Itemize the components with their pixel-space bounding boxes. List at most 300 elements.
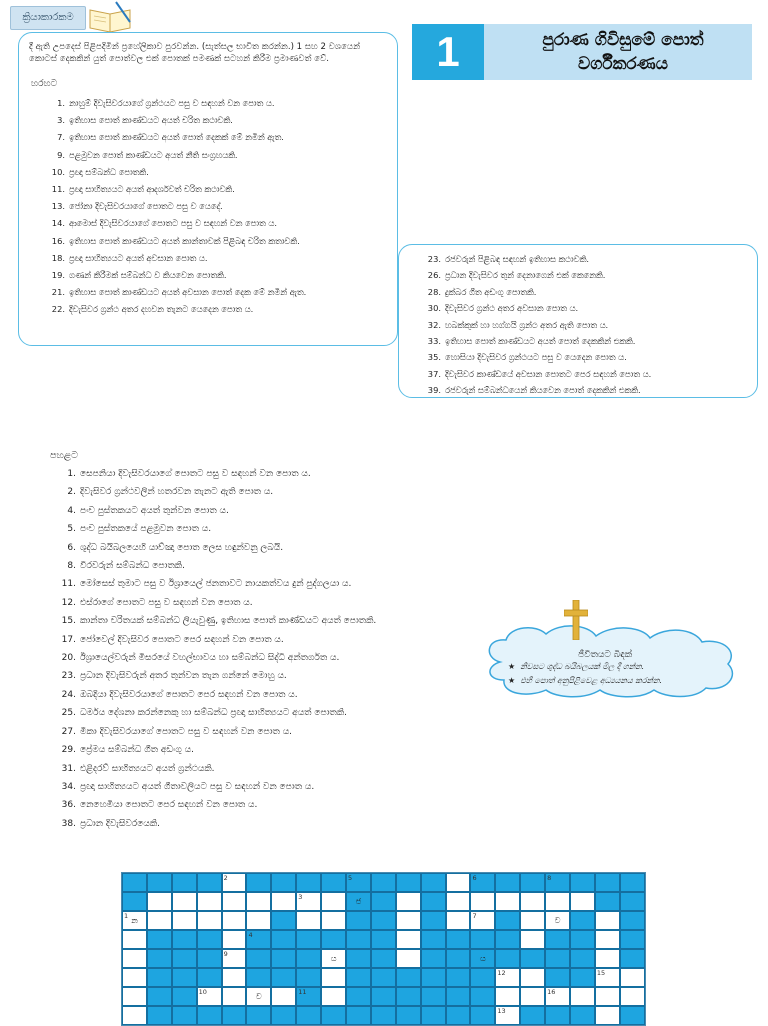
crossword-block bbox=[346, 1006, 371, 1025]
clue-text: ඉතිහාස පොත් කාණ්ඩයට අයත් පොත් දෙකක් මේ නමින් ඇත. bbox=[69, 132, 284, 143]
crossword-cell[interactable] bbox=[271, 892, 296, 911]
clue-number: 35. bbox=[427, 352, 441, 363]
crossword-cell[interactable] bbox=[122, 911, 147, 930]
crossword-block bbox=[620, 892, 645, 911]
crossword-block bbox=[520, 949, 545, 968]
crossword-block bbox=[495, 930, 520, 949]
crossword-block bbox=[147, 930, 172, 949]
crossword-block bbox=[520, 1006, 545, 1025]
clue-text: හබක්කුක් හා හග්ගයි ග්‍රන්ථ අතර ඇති පොත ය. bbox=[445, 319, 609, 330]
clue-text: ඉතිහාස පොත් කාණ්ඩයට අයත් චරිත කථාවකි. bbox=[69, 115, 233, 126]
crossword-block bbox=[421, 892, 446, 911]
clue-number: 26. bbox=[427, 270, 441, 281]
down-clue bbox=[40, 796, 460, 814]
clue-text: නාහුම් දිවැසිවරයාගේ ග්‍රන්ථයට පසු ව සඳහන් වන පොත ය. bbox=[69, 98, 275, 108]
down-clue bbox=[40, 649, 460, 667]
crossword-block bbox=[296, 987, 321, 1006]
crossword-cell[interactable] bbox=[222, 930, 247, 949]
crossword-cell[interactable] bbox=[470, 892, 495, 911]
crossword-block bbox=[172, 873, 197, 892]
clue-text: පංච පුස්තකයේ පළමුවන පොත ය. bbox=[80, 524, 212, 535]
down-clue bbox=[40, 667, 460, 685]
clue-number: 7. bbox=[57, 132, 65, 143]
clue-number: 1. bbox=[57, 98, 65, 108]
clue-text: ධර්මය දේශනා කරන්නෙකු හා සම්බන්ධ ප්‍රඥා සාහිත්‍යයට අයත් පොතකි. bbox=[80, 708, 348, 719]
crossword-cell[interactable] bbox=[321, 892, 346, 911]
clue-number: 18. bbox=[51, 252, 65, 263]
crossword-block bbox=[246, 949, 271, 968]
down-clue bbox=[40, 704, 460, 722]
clue-number: 33. bbox=[427, 336, 441, 347]
crossword-block bbox=[346, 911, 371, 930]
clue-text: ප්‍රධාන දිවැසිවරයෙකි. bbox=[80, 818, 161, 829]
clue-text: ආමොස් දිවැසිවරයාගේ පොතට පසු ව සඳහන් වන පොත ය. bbox=[69, 218, 277, 229]
down-clue bbox=[40, 686, 460, 704]
life-tip-cloud bbox=[480, 618, 742, 700]
down-clue bbox=[40, 612, 460, 630]
crossword-cell[interactable] bbox=[122, 987, 147, 1006]
crossword-cell[interactable] bbox=[520, 930, 545, 949]
down-clue bbox=[40, 778, 460, 796]
crossword-block bbox=[346, 987, 371, 1006]
clue-number: 29. bbox=[61, 745, 76, 756]
clue-text: ප්‍රේමය සම්බන්ධ ගීත අඩංගු ය. bbox=[80, 745, 194, 756]
crossword-block bbox=[122, 873, 147, 892]
down-clue-list bbox=[40, 465, 460, 833]
clue-text: මීකා දිවැසිවරයාගේ පොතට පසු ව සඳහන් වන පොත ය. bbox=[80, 726, 293, 737]
crossword-cell[interactable] bbox=[321, 968, 346, 987]
clue-number: 10. bbox=[51, 166, 65, 177]
across-clue bbox=[19, 233, 397, 250]
crossword-cell[interactable] bbox=[172, 892, 197, 911]
crossword-cell[interactable] bbox=[520, 911, 545, 930]
down-clue bbox=[40, 815, 460, 833]
crossword-cell[interactable] bbox=[122, 949, 147, 968]
crossword-cell[interactable] bbox=[396, 911, 421, 930]
cell-number: 2 bbox=[223, 874, 228, 882]
clue-number: 12. bbox=[61, 597, 76, 608]
crossword-cell[interactable] bbox=[595, 968, 620, 987]
crossword-block bbox=[520, 873, 545, 892]
crossword-block bbox=[296, 949, 321, 968]
crossword-cell[interactable] bbox=[446, 911, 471, 930]
clue-text: ඉතිහාස පොත් කාණ්ඩයට අයත් පොත් දෙකකින් එකකි. bbox=[445, 336, 636, 347]
crossword-block bbox=[222, 1006, 247, 1025]
clue-text: ප්‍රඥා සාහිත්‍යයට අයත් ගීතාවලියට පසු ව සඳහන් වන පොත ය. bbox=[80, 781, 315, 792]
across-clue bbox=[399, 267, 757, 283]
clue-number: 23. bbox=[61, 671, 76, 682]
crossword-cell[interactable] bbox=[595, 911, 620, 930]
crossword-block bbox=[470, 949, 495, 968]
clue-text: රජවරුන් පිළිබඳ සඳහන් ඉතිහාස කථාවකි. bbox=[445, 254, 589, 264]
crossword-cell[interactable] bbox=[495, 892, 520, 911]
clue-text: ප්‍රඥා සාහිත්‍යයට අයත් ආදර්ශවත් චරිත කථාවකි. bbox=[69, 184, 235, 195]
clue-text: නෙහෙමියා පොතට පෙර සඳහන් වන පොත ය. bbox=[80, 800, 258, 811]
cell-number: 11 bbox=[298, 988, 307, 996]
clue-text: රජවරුන් සම්බන්ධයෙන් කියවෙන පොත් දෙකකින් එකකි. bbox=[445, 385, 641, 396]
down-clue bbox=[40, 575, 460, 593]
clue-text: ඉතිහාස පොත් කාණ්ඩයට අයත් කාන්තාවක් පිළිබඳ චරිත කතාවකි. bbox=[69, 235, 300, 246]
crossword-cell[interactable] bbox=[495, 987, 520, 1006]
crossword-cell[interactable] bbox=[246, 892, 271, 911]
activity-tag: ක්‍රියාකාරකම bbox=[10, 6, 86, 30]
crossword-block bbox=[545, 1006, 570, 1025]
cell-number: 9 bbox=[223, 950, 228, 958]
clue-number: 17. bbox=[61, 634, 76, 645]
across-clues-panel bbox=[18, 32, 398, 346]
crossword-cell[interactable] bbox=[570, 892, 595, 911]
down-clue bbox=[40, 539, 460, 557]
clue-number: 14. bbox=[51, 218, 65, 229]
crossword-block bbox=[470, 873, 495, 892]
crossword-block bbox=[172, 987, 197, 1006]
crossword-block bbox=[371, 987, 396, 1006]
life-tip-text: නිවසට ශුද්ධ බයිබලයක් මිල දී ගන්න. bbox=[520, 662, 645, 671]
crossword-block bbox=[396, 987, 421, 1006]
crossword-cell[interactable] bbox=[246, 911, 271, 930]
cell-number: 13 bbox=[497, 1007, 506, 1015]
crossword-block bbox=[421, 911, 446, 930]
crossword-cell[interactable] bbox=[495, 968, 520, 987]
crossword-block bbox=[595, 873, 620, 892]
crossword-block bbox=[446, 1006, 471, 1025]
clue-text: දිවැසිවර ග්‍රන්ථ අතර දහවන තැනට යෙදෙන පොත ය. bbox=[69, 304, 254, 315]
crossword-block bbox=[296, 930, 321, 949]
crossword-block bbox=[371, 930, 396, 949]
down-clue bbox=[40, 502, 460, 520]
clue-text: දුක්බර ගීත අඩංගු පොතකි. bbox=[445, 286, 537, 297]
crossword-block bbox=[446, 949, 471, 968]
crossword-block bbox=[371, 1006, 396, 1025]
crossword-cell[interactable] bbox=[595, 987, 620, 1006]
crossword-block bbox=[545, 873, 570, 892]
cell-number: 1 bbox=[124, 912, 129, 920]
crossword-cell[interactable] bbox=[446, 873, 471, 892]
across-clue bbox=[19, 129, 397, 146]
down-clue bbox=[40, 723, 460, 741]
crossword-block bbox=[172, 1006, 197, 1025]
crossword-cell[interactable] bbox=[396, 892, 421, 911]
clue-text: දිවැසිවර ග්‍රන්ථ අතර අවසාන පොත ය. bbox=[445, 303, 579, 314]
clue-text: සෙපනියා දිවැසිවරයාගේ පොතට පසු ව සඳහන් වන පොත ය. bbox=[80, 469, 311, 479]
clue-number: 27. bbox=[61, 726, 76, 737]
crossword-block bbox=[421, 930, 446, 949]
crossword-cell[interactable] bbox=[321, 911, 346, 930]
crossword-cell[interactable] bbox=[545, 911, 570, 930]
instructions: දී ඇති උපදෙස් පිළිපදිමින් ප්‍රහේලිකාව පුරවන්න. (සැත්සල භාවිත කරන්න.) 1 සහ 2 වශයෙන් කොටස් දෙකකින් යුත් පොත්වල එක් පොතක් පමණක් සටහන් කිරීම ප්‍රමාණවත් වේ. bbox=[29, 42, 361, 64]
across-heading: හරහට bbox=[31, 79, 58, 89]
crossword-block bbox=[470, 987, 495, 1006]
clue-text: ප්‍රඥා සාහිත්‍යයට අයත් අවසාන පොත ය. bbox=[69, 252, 208, 263]
crossword-cell[interactable] bbox=[396, 949, 421, 968]
crossword-block bbox=[495, 949, 520, 968]
across-clue bbox=[19, 181, 397, 198]
clue-number: 15. bbox=[61, 616, 76, 627]
crossword-block bbox=[620, 930, 645, 949]
across-clue bbox=[399, 366, 757, 382]
crossword-block bbox=[570, 1006, 595, 1025]
clue-number: 19. bbox=[51, 270, 65, 281]
crossword-cell[interactable] bbox=[296, 911, 321, 930]
crossword-cell[interactable] bbox=[495, 1006, 520, 1025]
crossword-block bbox=[271, 968, 296, 987]
crossword-block bbox=[470, 968, 495, 987]
life-tip-heading: ජීවිතයට බිඳක් bbox=[578, 650, 633, 660]
crossword-block bbox=[371, 873, 396, 892]
crossword-cell[interactable] bbox=[446, 892, 471, 911]
crossword-block bbox=[172, 930, 197, 949]
clue-number: 28. bbox=[427, 286, 441, 297]
crossword-cell[interactable] bbox=[545, 892, 570, 911]
clue-number: 16. bbox=[51, 235, 65, 246]
crossword-cell[interactable] bbox=[197, 987, 222, 1006]
clue-text: ඔබදියා දිවැසිවරයාගේ පොතට පෙර සඳහන් වන පොත ය. bbox=[80, 689, 298, 700]
clue-text: දිවැසිවර ග්‍රන්ථවලින් හතරවන තැනට ඇති පොත ය. bbox=[80, 487, 274, 498]
crossword-cell[interactable] bbox=[620, 968, 645, 987]
crossword-block bbox=[620, 911, 645, 930]
crossword-block bbox=[271, 873, 296, 892]
crossword-cell[interactable] bbox=[595, 930, 620, 949]
clue-number: 21. bbox=[51, 287, 65, 298]
clue-text: කාන්තා චරිතයක් සම්බන්ධ ලියැවුණු, ඉතිහාස පොත් කාණ්ඩයට අයත් පොතකි. bbox=[80, 616, 377, 627]
crossword-cell[interactable] bbox=[595, 949, 620, 968]
crossword-block bbox=[421, 968, 446, 987]
across-clue bbox=[399, 284, 757, 300]
cell-number: 5 bbox=[348, 874, 353, 882]
crossword-block bbox=[296, 968, 321, 987]
crossword-block bbox=[396, 873, 421, 892]
clue-text: ඊශ්‍රායෙල්වරුන් මිසරයේ වහල්භාවය හා සම්බන්ධ සිද්ධි අන්තර්ගත ය. bbox=[80, 653, 340, 664]
clue-number: 34. bbox=[61, 781, 76, 792]
cell-number: 7 bbox=[472, 912, 477, 920]
crossword-block bbox=[620, 873, 645, 892]
clue-number: 31. bbox=[61, 763, 76, 774]
down-clue bbox=[40, 594, 460, 612]
life-tip-item: ★ නිවසට ශුද්ධ බයිබලයක් මිල දී ගන්න. bbox=[508, 662, 645, 671]
crossword-block bbox=[545, 949, 570, 968]
cell-number: 15 bbox=[596, 969, 606, 977]
across-clue bbox=[399, 317, 757, 333]
down-clue bbox=[40, 631, 460, 649]
crossword-block bbox=[172, 968, 197, 987]
clue-number: 8. bbox=[67, 561, 76, 572]
clue-number: 38. bbox=[61, 818, 76, 829]
across-clue bbox=[399, 382, 757, 398]
clue-number: 39. bbox=[427, 385, 441, 396]
crossword-cell[interactable] bbox=[321, 987, 346, 1006]
crossword-block bbox=[570, 949, 595, 968]
cell-number: 16 bbox=[547, 988, 556, 996]
crossword-block bbox=[495, 873, 520, 892]
crossword-block bbox=[570, 911, 595, 930]
clue-number: 36. bbox=[61, 800, 76, 811]
down-clue bbox=[40, 520, 460, 538]
clue-text: ගණන් කිරීමක් සම්බන්ධ ව කියවෙන පොතකි. bbox=[69, 270, 227, 281]
down-clue bbox=[40, 760, 460, 778]
clue-text: එස්රාගේ පොතට පසු ව සඳහන් වන පොත ය. bbox=[80, 597, 253, 608]
clue-text: මෝසෙස් තුමාට පසු ව ඊශ්‍රායෙල් ජනතාවට නායකත්වය දුන් පුද්ගලයා ය. bbox=[80, 579, 352, 590]
crossword-block bbox=[147, 1006, 172, 1025]
clue-text: ජෝනා දිවැසිවරයාගේ පොතට පසු ව යෙදේ. bbox=[69, 201, 223, 212]
crossword-cell[interactable] bbox=[520, 892, 545, 911]
across-clue bbox=[399, 300, 757, 316]
cell-number: 3 bbox=[298, 893, 303, 901]
crossword-block bbox=[122, 892, 147, 911]
crossword-block bbox=[396, 968, 421, 987]
crossword-cell[interactable] bbox=[222, 968, 247, 987]
crossword-block bbox=[371, 949, 396, 968]
clue-number: 20. bbox=[61, 653, 76, 664]
clue-text: එළිදරව් සාහිත්‍යයට අයත් ග්‍රන්ථයකි. bbox=[80, 763, 215, 774]
crossword-block bbox=[421, 873, 446, 892]
crossword-cell[interactable] bbox=[321, 949, 346, 968]
crossword-block bbox=[470, 930, 495, 949]
crossword-block bbox=[197, 873, 222, 892]
clue-number: 30. bbox=[427, 303, 441, 314]
crossword-block bbox=[371, 892, 396, 911]
crossword-block bbox=[620, 949, 645, 968]
clue-number: 2. bbox=[67, 487, 76, 498]
crossword-cell[interactable] bbox=[172, 911, 197, 930]
crossword-block bbox=[271, 930, 296, 949]
crossword-block bbox=[421, 1006, 446, 1025]
life-tip-item: ★ එහි පොත් අනුපිළිවෙළ අධ්‍යයනය කරන්න. bbox=[508, 676, 663, 685]
crossword-block bbox=[271, 911, 296, 930]
cell-letter: ව bbox=[256, 992, 262, 1001]
clue-number: 11. bbox=[61, 579, 76, 590]
crossword-cell[interactable] bbox=[222, 911, 247, 930]
crossword-grid bbox=[121, 872, 646, 1026]
clue-text: ජෝවෙල් දිවැසිවර පොතට පෙර සඳහන් වන පොත ය. bbox=[80, 634, 284, 645]
crossword-block bbox=[570, 873, 595, 892]
clue-text: හොසියා දිවැසිවර ග්‍රන්ථයට පසු ව යෙදෙන පොත ය. bbox=[445, 352, 627, 363]
crossword-block bbox=[321, 930, 346, 949]
crossword-block bbox=[446, 968, 471, 987]
crossword-cell[interactable] bbox=[296, 892, 321, 911]
crossword-block bbox=[346, 949, 371, 968]
cell-number: 10 bbox=[198, 988, 207, 996]
across-clue bbox=[19, 301, 397, 318]
crossword-cell[interactable] bbox=[545, 987, 570, 1006]
crossword-cell[interactable] bbox=[122, 1006, 147, 1025]
clue-text: ප්‍රධාන දිවැසිවර තුන් දෙනාගෙන් එක් කෙනෙකි. bbox=[445, 270, 606, 281]
clue-text: ප්‍රධාන දිවැසිවරුන් අතර තුන්වන තැන ගන්නේ මොහු ය. bbox=[80, 671, 287, 682]
across-clue bbox=[19, 284, 397, 301]
crossword-block bbox=[620, 1006, 645, 1025]
cell-letter: ය bbox=[330, 954, 337, 963]
crossword-block bbox=[321, 1006, 346, 1025]
clue-number: 3. bbox=[57, 115, 65, 126]
across-clue bbox=[19, 250, 397, 267]
crossword-block bbox=[246, 968, 271, 987]
clue-number: 11. bbox=[51, 184, 65, 195]
across-clue bbox=[19, 147, 397, 164]
cell-number: 6 bbox=[472, 874, 477, 882]
crossword-cell[interactable] bbox=[147, 911, 172, 930]
crossword-cell[interactable] bbox=[620, 987, 645, 1006]
cell-number: 12 bbox=[497, 969, 506, 977]
crossword-block bbox=[296, 1006, 321, 1025]
crossword-block bbox=[495, 911, 520, 930]
crossword-cell[interactable] bbox=[470, 911, 495, 930]
crossword-cell[interactable] bbox=[197, 911, 222, 930]
crossword-cell[interactable] bbox=[222, 892, 247, 911]
clue-number: 13. bbox=[51, 201, 65, 212]
crossword-block bbox=[545, 968, 570, 987]
across-clue bbox=[19, 95, 397, 112]
clue-number: 5. bbox=[67, 524, 76, 535]
crossword-block bbox=[346, 892, 371, 911]
clue-number: 25. bbox=[61, 708, 76, 719]
down-clue bbox=[40, 741, 460, 759]
crossword-block bbox=[147, 987, 172, 1006]
down-clue bbox=[40, 483, 460, 501]
crossword-cell[interactable] bbox=[396, 930, 421, 949]
crossword-block bbox=[296, 873, 321, 892]
clue-number: 37. bbox=[427, 368, 441, 379]
clue-text: දිවැසිවර කාණ්ඩයේ අවසාන පොතට පෙර සඳහන් පොත ය. bbox=[445, 368, 652, 379]
open-book-icon bbox=[86, 0, 136, 34]
across-clue bbox=[399, 349, 757, 365]
crossword-cell[interactable] bbox=[197, 892, 222, 911]
crossword-block bbox=[470, 1006, 495, 1025]
crossword-cell[interactable] bbox=[570, 987, 595, 1006]
across-clues-panel-continued bbox=[398, 244, 758, 398]
crossword-cell[interactable] bbox=[222, 873, 247, 892]
cell-letter: ය bbox=[480, 954, 486, 963]
crossword-cell[interactable] bbox=[271, 987, 296, 1006]
down-heading: පහළට bbox=[50, 450, 78, 461]
across-clue bbox=[19, 198, 397, 215]
crossword-block bbox=[172, 949, 197, 968]
down-clue bbox=[40, 557, 460, 575]
crossword-block bbox=[197, 1006, 222, 1025]
crossword-block bbox=[147, 949, 172, 968]
cell-number: 4 bbox=[248, 931, 253, 939]
crossword-block bbox=[197, 968, 222, 987]
crossword-cell[interactable] bbox=[520, 968, 545, 987]
crossword-block bbox=[147, 968, 172, 987]
crossword-block bbox=[197, 930, 222, 949]
clue-text: පළමුවන පොත් කාණ්ඩයට අයත් නීති සංග්‍රහයකි. bbox=[69, 149, 238, 160]
crossword-block bbox=[246, 1006, 271, 1025]
crossword-cell[interactable] bbox=[147, 892, 172, 911]
crossword-block bbox=[421, 949, 446, 968]
crossword-block bbox=[246, 930, 271, 949]
crossword-cell[interactable] bbox=[222, 987, 247, 1006]
crossword-cell[interactable] bbox=[595, 1006, 620, 1025]
crossword-cell[interactable] bbox=[122, 968, 147, 987]
across-clue bbox=[19, 112, 397, 129]
crossword-cell[interactable] bbox=[246, 987, 271, 1006]
down-clue bbox=[40, 465, 460, 483]
clue-text: ප්‍රඥා සම්බන්ධ පොතකි. bbox=[69, 166, 149, 177]
crossword-block bbox=[421, 987, 446, 1006]
crossword-block bbox=[271, 949, 296, 968]
crossword-block bbox=[371, 911, 396, 930]
crossword-cell[interactable] bbox=[222, 949, 247, 968]
clue-number: 4. bbox=[67, 505, 76, 516]
crossword-block bbox=[570, 930, 595, 949]
title-line-1: පුරාණ ගිවිසුමේ පොත් bbox=[542, 30, 704, 50]
clue-text: ඉතිහාස පොත් කාණ්ඩයට අයත් අවසාන පොත් දෙක මේ නමින් ඇත. bbox=[69, 287, 307, 298]
clue-number: 6. bbox=[67, 542, 76, 553]
crossword-cell[interactable] bbox=[520, 987, 545, 1006]
clue-text: පංච පුස්තකයට අයත් තුන්වන පොත ය. bbox=[80, 505, 229, 516]
crossword-block bbox=[346, 968, 371, 987]
crossword-cell[interactable] bbox=[122, 930, 147, 949]
across-clue-list bbox=[19, 95, 397, 319]
